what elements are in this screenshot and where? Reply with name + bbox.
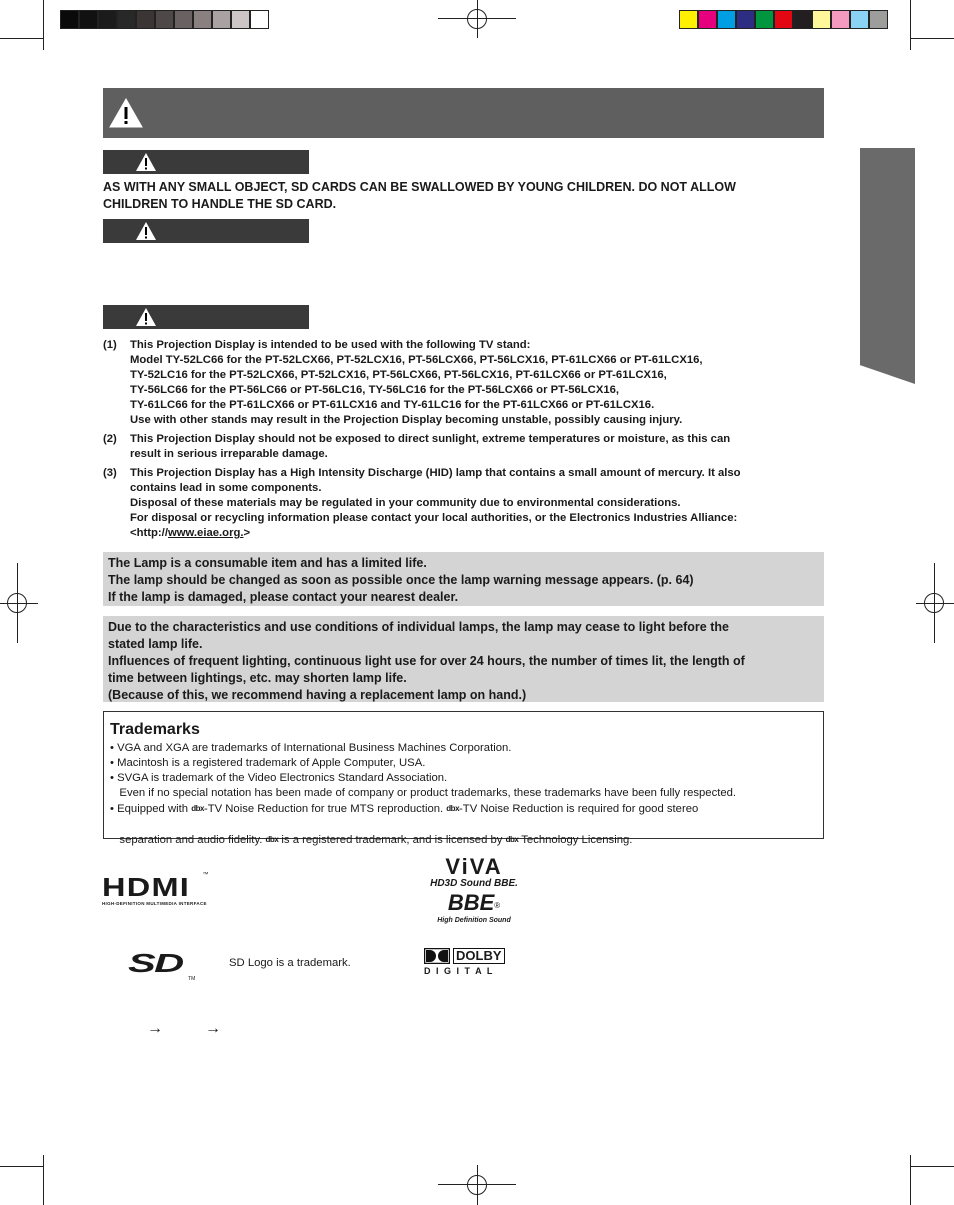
text-segment: Technology Licensing. bbox=[518, 834, 633, 846]
trademark-line: Even if no special notation has been made of company or product trademarks, these trademarks have been fully respected. bbox=[110, 787, 737, 799]
list-item bbox=[103, 432, 823, 462]
color-swatch-row bbox=[679, 10, 888, 30]
sd-logo-caption: SD Logo is a trademark. bbox=[229, 957, 351, 969]
note-line: time between lightings, etc. may shorten lamp life. bbox=[108, 671, 407, 685]
viva-subtitle: HD3D Sound BBE. bbox=[430, 878, 518, 889]
viva-bbe-logo bbox=[424, 856, 524, 924]
list-line: This Projection Display is intended to be used with the following TV stand: bbox=[130, 339, 531, 351]
color-swatch bbox=[850, 10, 869, 29]
bbe-reg: ® bbox=[494, 900, 501, 910]
color-swatch bbox=[98, 10, 117, 29]
list-line: Model TY-52LC66 for the PT-52LCX66, PT-52LCX16, PT-56LCX66, PT-56LCX16, PT-61LCX66 or PT-61LCX16, bbox=[130, 354, 703, 366]
text-segment: -TV Noise Reduction for true MTS reproduction. bbox=[203, 803, 447, 815]
trademarks-title: Trademarks bbox=[110, 721, 200, 738]
list-number: (2) bbox=[103, 433, 117, 445]
color-swatch bbox=[250, 10, 269, 29]
dbx-logo: dbx bbox=[505, 835, 519, 844]
caution-line: AS WITH ANY SMALL OBJECT, SD CARDS CAN BE SWALLOWED BY YOUNG CHILDREN. DO NOT ALLOW bbox=[103, 180, 736, 194]
hdmi-tm: ™ bbox=[202, 872, 209, 878]
dolby-logo-text: DOLBY bbox=[453, 948, 505, 964]
list-line: This Projection Display should not be exposed to direct sunlight, extreme temperatures or moisture, as this can bbox=[130, 433, 731, 445]
header-band bbox=[103, 88, 824, 138]
color-swatch bbox=[812, 10, 831, 29]
side-tab bbox=[860, 148, 915, 384]
warning-icon bbox=[109, 98, 143, 128]
color-swatch bbox=[231, 10, 250, 29]
list-item bbox=[103, 466, 823, 541]
list-line bbox=[130, 526, 741, 541]
note-line: If the lamp is damaged, please contact your nearest dealer. bbox=[108, 590, 459, 604]
dolby-logo bbox=[424, 948, 512, 976]
color-swatch bbox=[831, 10, 850, 29]
hdmi-subtitle: HIGH-DEFINITION MULTIMEDIA INTERFACE bbox=[102, 901, 207, 906]
list-line: For disposal or recycling information please contact your local authorities, or the Electronics Industries Alliance: bbox=[130, 512, 738, 524]
list-number: (1) bbox=[103, 339, 117, 351]
eia-link[interactable]: www.eiae.org. bbox=[167, 527, 244, 539]
note-line: (Because of this, we recommend having a replacement lamp on hand.) bbox=[108, 688, 527, 702]
color-swatch bbox=[174, 10, 193, 29]
lamp-life-note-box bbox=[103, 616, 824, 702]
color-swatch bbox=[793, 10, 812, 29]
color-swatch bbox=[717, 10, 736, 29]
trademark-line: • VGA and XGA are trademarks of International Business Machines Corporation. bbox=[110, 742, 512, 754]
list-line: TY-61LC66 for the PT-61LCX66 or PT-61LCX16 and TY-61LC16 for the PT-61LCX66 or PT-61LCX16. bbox=[130, 399, 655, 411]
list-line: contains lead in some components. bbox=[130, 482, 322, 494]
list-line: Use with other stands may result in the Projection Display becoming unstable, possibly causing injury. bbox=[130, 414, 683, 426]
color-swatch bbox=[136, 10, 155, 29]
color-swatch bbox=[679, 10, 698, 29]
viva-logo-text: ViVA bbox=[445, 854, 503, 879]
color-swatch bbox=[698, 10, 717, 29]
arrow: → bbox=[147, 1020, 163, 1037]
color-swatch bbox=[60, 10, 79, 29]
list-line: TY-52LC16 for the PT-52LCX66, PT-52LCX16, PT-56LCX66, PT-56LCX16, PT-61LCX66 or PT-61LCX16, bbox=[130, 369, 667, 381]
color-swatch bbox=[212, 10, 231, 29]
link-suffix: > bbox=[243, 527, 251, 539]
text-segment: separation and audio fidelity. bbox=[110, 834, 266, 846]
caution-label-bar-1 bbox=[103, 150, 309, 174]
bbe-subtitle: High Definition Sound bbox=[437, 917, 511, 924]
dbx-logo: dbx bbox=[265, 835, 279, 844]
color-swatch bbox=[155, 10, 174, 29]
note-line: stated lamp life. bbox=[108, 637, 203, 651]
warning-icon bbox=[135, 152, 157, 172]
trademark-line: • SVGA is trademark of the Video Electronics Standard Association. bbox=[110, 772, 448, 784]
list-line: Disposal of these materials may be regulated in your community due to environmental considerations. bbox=[130, 497, 681, 509]
trademark-line bbox=[110, 801, 817, 817]
color-swatch bbox=[736, 10, 755, 29]
dbx-logo: dbx bbox=[446, 804, 460, 813]
color-swatch bbox=[79, 10, 98, 29]
warning-icon bbox=[135, 221, 157, 241]
color-swatch bbox=[117, 10, 136, 29]
trademarks-box bbox=[103, 711, 824, 846]
link-prefix: <http:// bbox=[130, 527, 168, 539]
note-line: The Lamp is a consumable item and has a limited life. bbox=[108, 556, 427, 570]
text-segment: is a registered trademark, and is licensed by bbox=[278, 834, 506, 846]
color-swatch bbox=[774, 10, 793, 29]
sd-card-caution-text bbox=[103, 179, 833, 213]
list-line: TY-56LC66 for the PT-56LC66 or PT-56LC16, TY-56LC16 for the PT-56LCX66 or PT-56LCX16, bbox=[130, 384, 620, 396]
lamp-note-box bbox=[103, 552, 824, 606]
caution-list bbox=[103, 338, 823, 545]
list-line: This Projection Display has a High Intensity Discharge (HID) lamp that contains a small amount of mercury. It also bbox=[130, 467, 741, 479]
arrow: → bbox=[205, 1020, 221, 1037]
note-line: The lamp should be changed as soon as possible once the lamp warning message appears. (p. 64) bbox=[108, 573, 694, 587]
hdmi-logo bbox=[102, 872, 208, 906]
trademark-line: • Macintosh is a registered trademark of Apple Computer, USA. bbox=[110, 757, 426, 769]
note-line: Due to the characteristics and use conditions of individual lamps, the lamp may cease to light before the bbox=[108, 620, 729, 634]
color-swatch bbox=[869, 10, 888, 29]
caution-line: CHILDREN TO HANDLE THE SD CARD. bbox=[103, 197, 337, 211]
list-line: result in serious irreparable damage. bbox=[130, 448, 328, 460]
sd-logo-text: SD bbox=[128, 948, 183, 978]
hdmi-logo-text: HDMI bbox=[102, 872, 191, 902]
caution-label-bar-3 bbox=[103, 305, 309, 329]
color-swatch bbox=[755, 10, 774, 29]
list-item bbox=[103, 338, 823, 428]
caution-label-bar-2 bbox=[103, 219, 309, 243]
note-line: Influences of frequent lighting, continuous light use for over 24 hours, the number of times lit, the length of bbox=[108, 654, 745, 668]
text-segment: -TV Noise Reduction is required for good stereo bbox=[459, 803, 699, 815]
dolby-double-d-icon bbox=[424, 948, 450, 964]
dbx-logo: dbx bbox=[191, 804, 204, 813]
warning-icon bbox=[135, 307, 157, 327]
text-segment: • Equipped with bbox=[110, 803, 192, 815]
color-swatch bbox=[193, 10, 212, 29]
list-number: (3) bbox=[103, 467, 117, 479]
sd-logo bbox=[128, 948, 196, 982]
dolby-subtitle: D I G I T A L bbox=[424, 966, 494, 976]
bbe-logo-text: BBE bbox=[447, 890, 495, 915]
sd-tm: TM bbox=[188, 976, 196, 982]
gray-swatch-row bbox=[60, 10, 269, 30]
